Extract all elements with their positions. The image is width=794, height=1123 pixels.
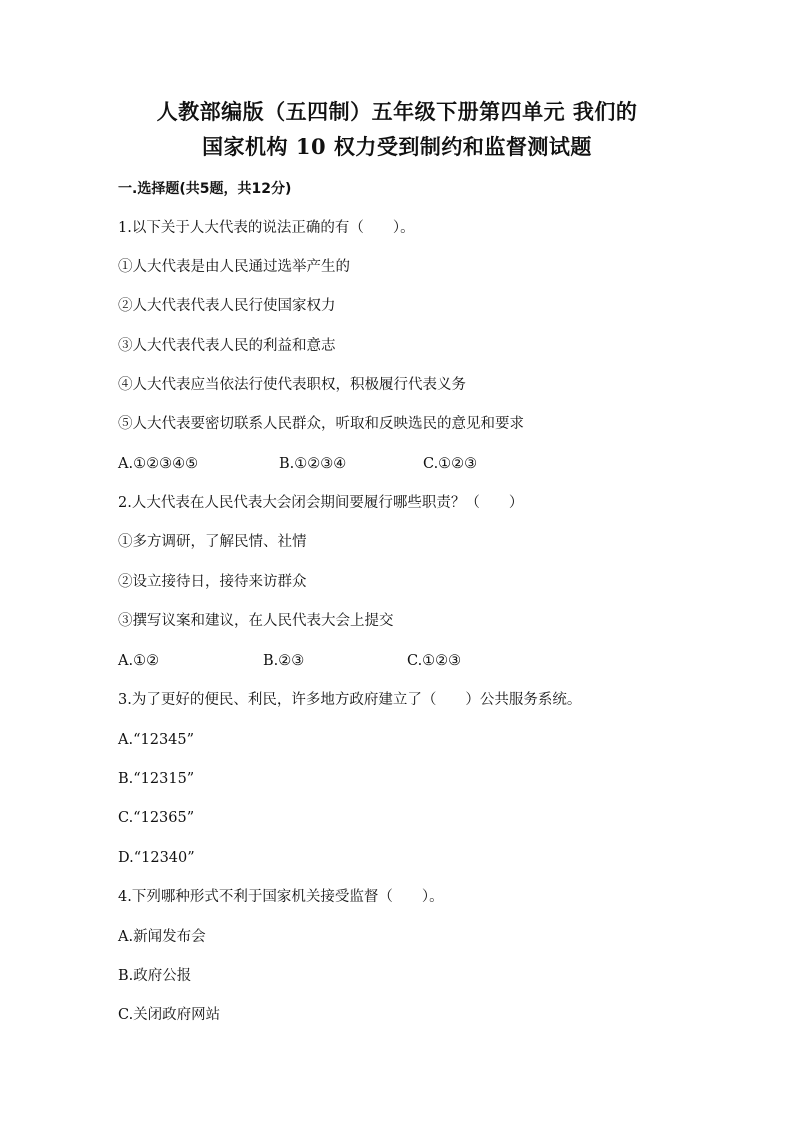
question-3-option-c: C.“12365”	[118, 810, 195, 826]
question-3-stem: 3.为了更好的便民、利民，许多地方政府建立了（ ）公共服务系统。	[118, 692, 582, 708]
question-1-option-a: A.①②③④⑤	[118, 456, 199, 472]
question-4-option-b: B.政府公报	[118, 968, 192, 984]
question-1-statement-3: ③人大代表代表人民的利益和意志	[118, 338, 336, 354]
page-title-line-2: 国家机构 10 权力受到制约和监督测试题	[202, 134, 592, 159]
question-2-statement-1: ①多方调研，了解民情、社情	[118, 534, 307, 550]
page-title-line-1: 人教部编版（五四制）五年级下册第四单元 我们的	[156, 99, 638, 124]
question-3-option-d: D.“12340”	[118, 850, 195, 866]
question-2-option-a: A.①②	[118, 653, 160, 669]
question-3-option-b: B.“12315”	[118, 771, 195, 787]
question-2-stem: 2.人大代表在人民代表大会闭会期间要履行哪些职责？（ ）	[118, 495, 524, 511]
question-1-stem: 1.以下关于人大代表的说法正确的有（ ）。	[118, 220, 415, 236]
question-4-option-a: A.新闻发布会	[118, 929, 206, 945]
section-heading: 一.选择题(共5题，共12分)	[118, 181, 292, 197]
question-1-statement-1: ①人大代表是由人民通过选举产生的	[118, 259, 350, 275]
question-4-option-c: C.关闭政府网站	[118, 1007, 221, 1023]
question-1-statement-4: ④人大代表应当依法行使代表职权，积极履行代表义务	[118, 377, 466, 393]
question-1-statement-5: ⑤人大代表要密切联系人民群众，听取和反映选民的意见和要求	[118, 416, 524, 432]
question-2-option-c: C.①②③	[407, 653, 462, 669]
question-1-statement-2: ②人大代表代表人民行使国家权力	[118, 298, 336, 314]
question-2-statement-3: ③撰写议案和建议，在人民代表大会上提交	[118, 613, 394, 629]
question-2-statement-2: ②设立接待日，接待来访群众	[118, 574, 307, 590]
question-3-option-a: A.“12345”	[118, 732, 195, 748]
question-2-option-b: B.②③	[263, 653, 305, 669]
question-1-option-b: B.①②③④	[279, 456, 347, 472]
question-4-stem: 4.下列哪种形式不利于国家机关接受监督（ ）。	[118, 889, 444, 905]
question-1-option-c: C.①②③	[423, 456, 478, 472]
